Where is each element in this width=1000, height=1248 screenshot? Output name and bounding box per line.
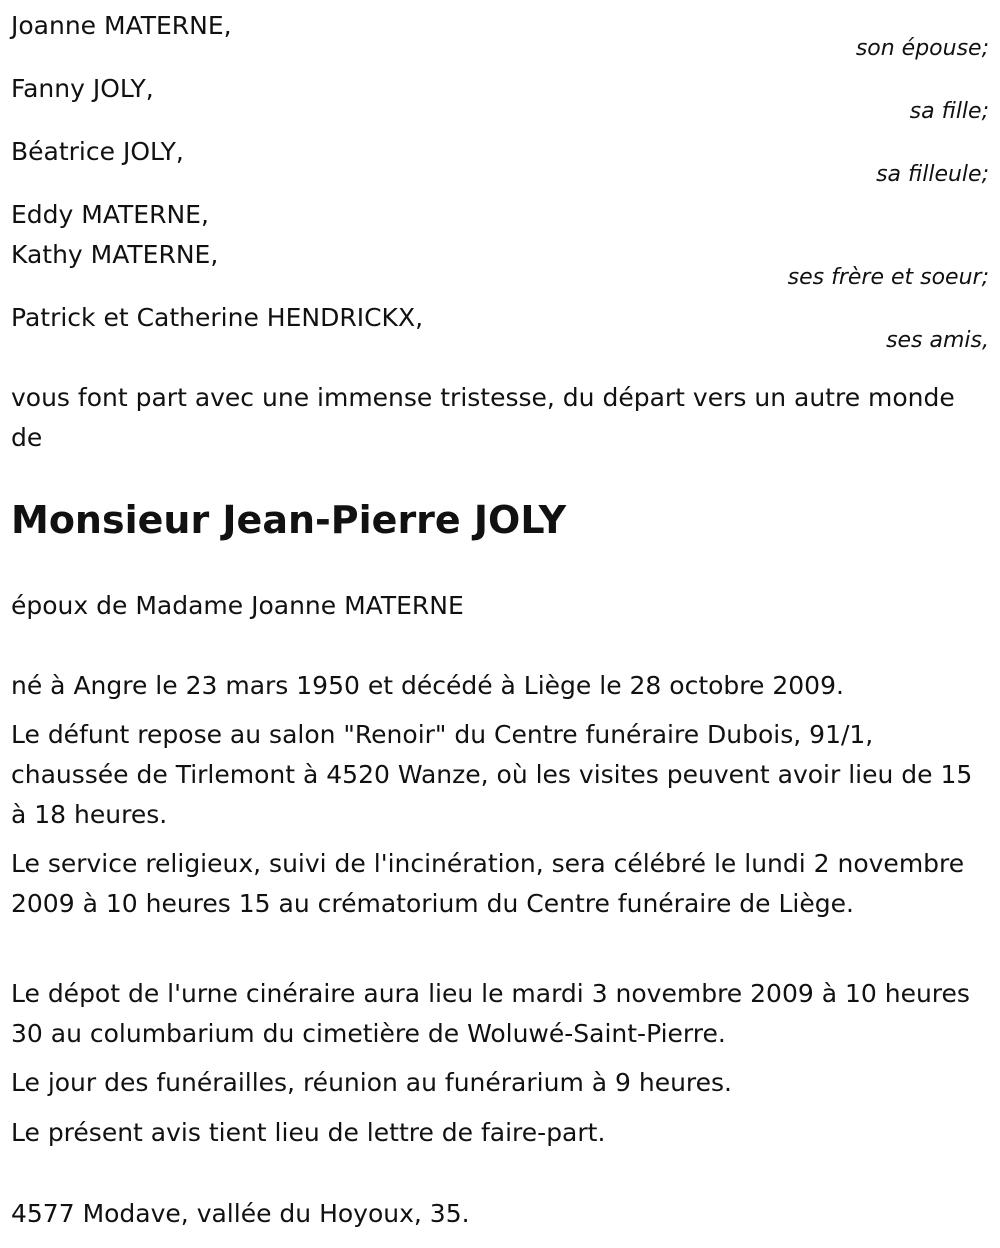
gathering-paragraph: Le jour des funérailles, réunion au funérarium à 9 heures.	[11, 1068, 733, 1097]
family-relation: ses amis,	[886, 328, 989, 353]
birth-death-paragraph: né à Angre le 23 mars 1950 et décédé à Liège le 28 octobre 2009.	[11, 671, 844, 700]
family-relation: son épouse;	[855, 36, 989, 61]
family-relation: sa fille;	[909, 99, 989, 124]
spouse-line: époux de Madame Joanne MATERNE	[11, 591, 464, 620]
family-name: Joanne MATERNE,	[11, 11, 232, 40]
repose-paragraph: Le défunt repose au salon "Renoir" du Centre funéraire Dubois, 91/1, chaussée de Tirlemont à 4520 Wanze, où les visites peuvent avoir lieu de 15 à 18 heures.	[11, 720, 973, 829]
family-relation: ses frère et soeur;	[787, 265, 989, 290]
family-name: Patrick et Catherine HENDRICKX,	[11, 303, 424, 332]
family-name: Eddy MATERNE,	[11, 200, 209, 229]
family-name: Béatrice JOLY,	[11, 137, 184, 166]
urn-paragraph: Le dépot de l'urne cinéraire aura lieu le mardi 3 novembre 2009 à 10 heures 30 au columbarium du cimetière de Woluwé-Saint-Pierre.	[11, 979, 970, 1048]
family-name: Kathy MATERNE,	[11, 240, 219, 269]
address: 4577 Modave, vallée du Hoyoux, 35.	[11, 1199, 470, 1228]
announcement-text: vous font part avec une immense tristesse, du départ vers un autre monde de	[11, 383, 955, 452]
family-relation: sa filleule;	[876, 162, 989, 187]
notice-paragraph: Le présent avis tient lieu de lettre de faire-part.	[11, 1118, 606, 1147]
family-name: Fanny JOLY,	[11, 74, 154, 103]
deceased-name: Monsieur Jean-Pierre JOLY	[11, 498, 567, 542]
service-paragraph: Le service religieux, suivi de l'incinération, sera célébré le lundi 2 novembre 2009 à 10 heures 15 au crématorium du Centre funéraire de Liège.	[11, 849, 965, 918]
